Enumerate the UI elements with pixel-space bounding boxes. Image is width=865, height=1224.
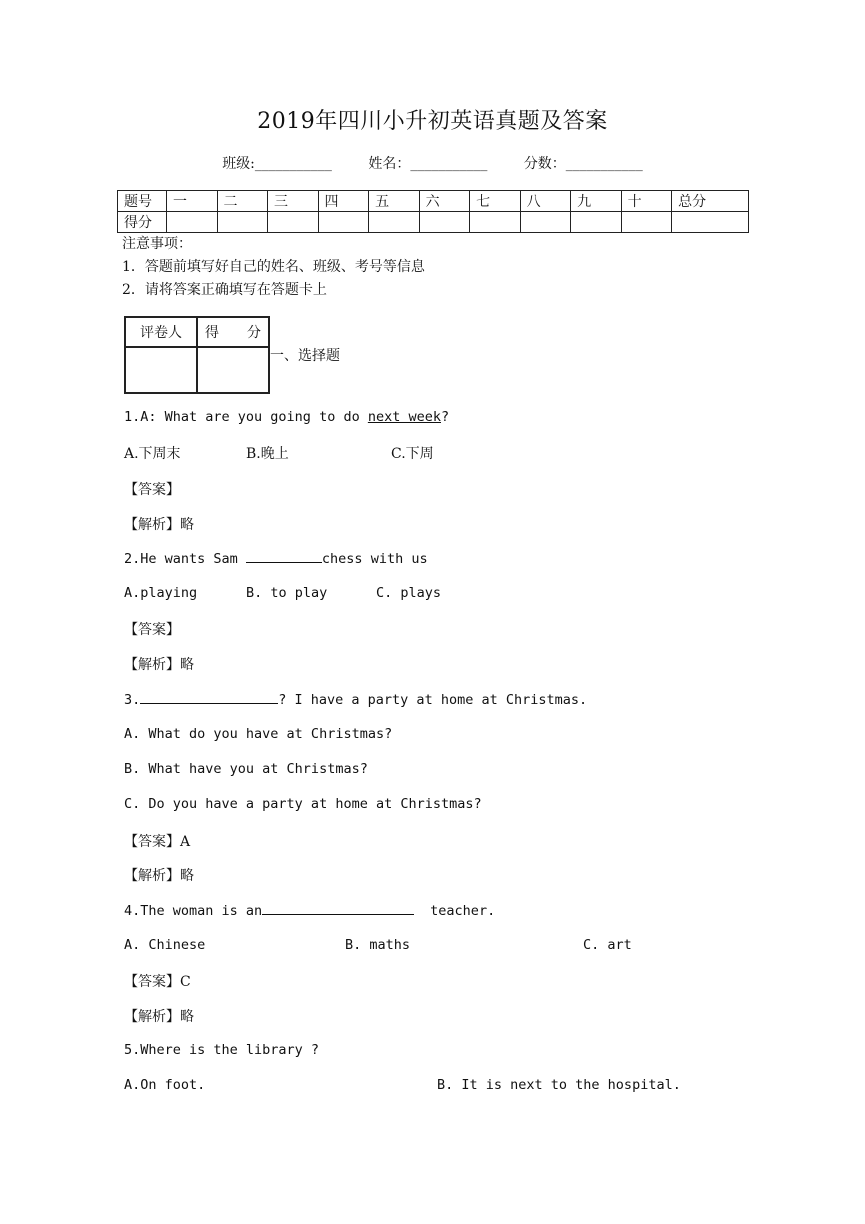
score-input-cell[interactable] bbox=[672, 212, 749, 233]
score-input-cell[interactable] bbox=[571, 212, 622, 233]
q2-option-b[interactable]: B. to play bbox=[246, 585, 328, 601]
q5-option-b[interactable]: B. It is next to the hospital. bbox=[437, 1077, 681, 1093]
section-heading: 一、选择题 bbox=[270, 348, 340, 364]
score-input-cell[interactable] bbox=[167, 212, 218, 233]
score-input-cell[interactable] bbox=[369, 212, 420, 233]
score-cell: 十 bbox=[621, 191, 672, 212]
score-cell: 六 bbox=[419, 191, 470, 212]
q1-analysis: 【解析】略 bbox=[124, 517, 194, 533]
q2-suffix: chess with us bbox=[321, 551, 428, 567]
q3-suffix: ? I have a party at home at Christmas. bbox=[278, 692, 588, 708]
notes-heading: 注意事项： bbox=[122, 236, 192, 252]
score-input-cell[interactable] bbox=[268, 212, 319, 233]
q4-suffix: teacher. bbox=[430, 903, 496, 919]
score-input-cell[interactable] bbox=[318, 212, 369, 233]
question-1-options bbox=[124, 443, 434, 463]
q4-option-b[interactable]: B. maths bbox=[345, 937, 411, 953]
q2-prefix: 2.He wants Sam bbox=[124, 551, 246, 567]
grader-score-label: 得 分 bbox=[197, 317, 269, 347]
q2-blank[interactable] bbox=[246, 550, 322, 563]
score-cell: 五 bbox=[369, 191, 420, 212]
q4-prefix: 4.The woman is an bbox=[124, 903, 263, 919]
question-5-options bbox=[124, 1077, 681, 1093]
document-title: 2019年四川小升初英语真题及答案 bbox=[257, 109, 608, 134]
q4-option-c[interactable]: C. art bbox=[583, 937, 632, 953]
q1-underlined-phrase: next week bbox=[367, 409, 441, 425]
grader-table bbox=[124, 316, 270, 394]
score-row-label: 得分 bbox=[118, 212, 167, 233]
student-info-row bbox=[0, 153, 865, 173]
question-2-stem bbox=[124, 550, 428, 567]
q5-option-a[interactable]: A.On foot. bbox=[124, 1077, 206, 1093]
notes-item-2: 2．请将答案正确填写在答题卡上 bbox=[122, 282, 327, 298]
question-4-stem bbox=[124, 902, 495, 919]
q4-analysis: 【解析】略 bbox=[124, 1009, 194, 1025]
q2-answer: 【答案】 bbox=[124, 622, 180, 638]
score-input-cell[interactable] bbox=[419, 212, 470, 233]
q1-suffix: ? bbox=[441, 409, 450, 425]
score-input-cell[interactable] bbox=[217, 212, 268, 233]
q3-analysis: 【解析】略 bbox=[124, 868, 194, 884]
grader-score-cell[interactable] bbox=[197, 347, 269, 393]
score-cell: 七 bbox=[470, 191, 521, 212]
score-cell: 二 bbox=[217, 191, 268, 212]
score-input-cell[interactable] bbox=[470, 212, 521, 233]
q3-blank[interactable] bbox=[140, 691, 278, 704]
q1-option-b[interactable]: B.晚上 bbox=[246, 446, 289, 462]
grader-label: 评卷人 bbox=[125, 317, 197, 347]
q2-analysis: 【解析】略 bbox=[124, 657, 194, 673]
q1-answer: 【答案】 bbox=[124, 482, 180, 498]
q2-option-a[interactable]: A.playing bbox=[124, 585, 198, 601]
score-field[interactable]: 分数：___________ bbox=[523, 156, 643, 172]
score-cell: 题号 bbox=[118, 191, 167, 212]
q3-answer: 【答案】A bbox=[124, 834, 191, 850]
question-5-stem: 5.Where is the library ? bbox=[124, 1042, 320, 1058]
question-2-options bbox=[124, 585, 442, 601]
q4-answer: 【答案】C bbox=[124, 974, 191, 990]
q1-option-a[interactable]: A.下周末 bbox=[124, 446, 181, 462]
score-table bbox=[117, 190, 749, 233]
q2-option-c[interactable]: C. plays bbox=[376, 585, 442, 601]
score-cell: 八 bbox=[520, 191, 571, 212]
notes-item-1: 1．答题前填写好自己的姓名、班级、考号等信息 bbox=[122, 259, 425, 275]
class-field[interactable]: 班级:___________ bbox=[222, 156, 332, 172]
question-3-stem bbox=[124, 691, 587, 708]
q4-blank[interactable] bbox=[262, 902, 414, 915]
score-table-header-row bbox=[118, 191, 749, 212]
q4-option-a[interactable]: A. Chinese bbox=[124, 937, 206, 953]
question-1-stem bbox=[124, 409, 449, 425]
q1-prefix: 1.A: What are you going to do bbox=[124, 409, 368, 425]
name-field[interactable]: 姓名：___________ bbox=[368, 156, 488, 172]
score-cell: 九 bbox=[571, 191, 622, 212]
q3-option-c[interactable]: C. Do you have a party at home at Christmas? bbox=[124, 796, 482, 812]
score-cell: 一 bbox=[167, 191, 218, 212]
score-cell: 总分 bbox=[672, 191, 749, 212]
q1-option-c[interactable]: C.下周 bbox=[391, 446, 434, 462]
q3-option-a[interactable]: A. What do you have at Christmas? bbox=[124, 726, 393, 742]
score-input-cell[interactable] bbox=[520, 212, 571, 233]
score-cell: 四 bbox=[318, 191, 369, 212]
grader-input-cell[interactable] bbox=[125, 347, 197, 393]
q3-prefix: 3. bbox=[124, 692, 141, 708]
score-table-score-row bbox=[118, 212, 749, 233]
q3-option-b[interactable]: B. What have you at Christmas? bbox=[124, 761, 368, 777]
question-4-options bbox=[124, 937, 632, 953]
score-input-cell[interactable] bbox=[621, 212, 672, 233]
score-cell: 三 bbox=[268, 191, 319, 212]
